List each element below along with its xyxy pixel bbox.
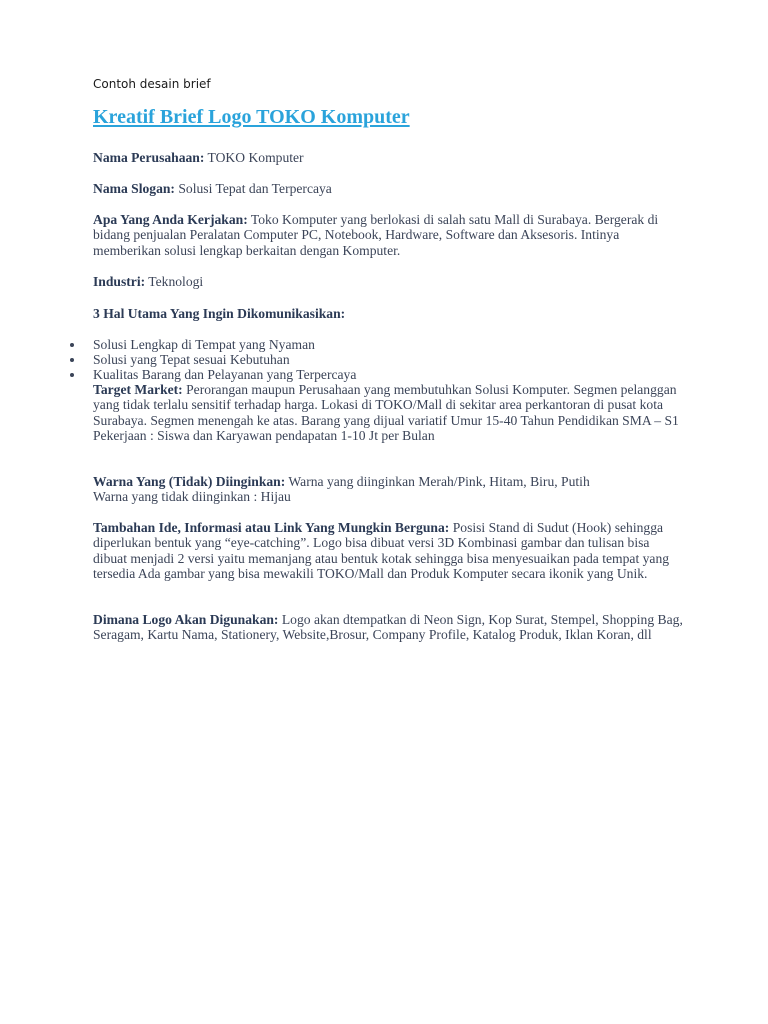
colors-wanted: Warna yang diinginkan Merah/Pink, Hitam, Biru, Putih xyxy=(285,474,590,489)
company-name-label: Nama Perusahaan: xyxy=(93,150,205,165)
document-title: Kreatif Brief Logo TOKO Komputer xyxy=(93,106,410,128)
bullet-icon xyxy=(70,343,74,347)
target-market-paragraph xyxy=(93,382,683,443)
colors-label: Warna Yang (Tidak) Diinginkan: xyxy=(93,474,286,489)
industry-line xyxy=(93,274,683,289)
list-item xyxy=(93,352,356,367)
colors-unwanted: Warna yang tidak diinginkan : Hijau xyxy=(93,489,291,505)
company-name-value: TOKO Komputer xyxy=(204,150,304,165)
colors-paragraph xyxy=(93,474,683,505)
activity-label: Apa Yang Anda Kerjakan: xyxy=(93,212,248,227)
target-market-label: Target Market: xyxy=(93,382,183,397)
logo-usage-value: Logo akan dtempatkan di Neon Sign, Kop Surat, Stempel, Shopping Bag, Seragam, Kartu Nama, Stationery, Website,Brosur, Company Profile, Katalog Produk, Iklan Koran, dll xyxy=(93,612,683,643)
list-item-text: Solusi Lengkap di Tempat yang Nyaman xyxy=(93,337,315,352)
industry-label: Industri: xyxy=(93,274,146,289)
logo-usage-paragraph xyxy=(93,612,683,643)
key-points-heading xyxy=(93,306,683,321)
industry-value: Teknologi xyxy=(145,274,204,289)
intro-caption: Contoh desain brief xyxy=(93,77,211,91)
key-points-label: 3 Hal Utama Yang Ingin Dikomunikasikan: xyxy=(93,306,346,321)
company-name-line xyxy=(93,150,683,165)
slogan-line xyxy=(93,181,683,196)
logo-usage-label: Dimana Logo Akan Digunakan: xyxy=(93,612,279,627)
bullet-icon xyxy=(70,373,74,377)
bullet-icon xyxy=(70,358,74,362)
extra-info-paragraph xyxy=(93,520,683,581)
target-market-value: Perorangan maupun Perusahaan yang membutuhkan Solusi Komputer. Segmen pelanggan yang tidak terlalu sensitif terhadap harga. Lokasi di TOKO/Mall di sekitar area perkantoran di pusat kota Surabaya. Segmen menengah ke atas. Barang yang dijual variatif Umur 15-40 Tahun Pendidikan SMA – S1 Pekerjaan : Siswa dan Karyawan pendapatan 1-10 Jt per Bulan xyxy=(93,382,679,443)
list-item xyxy=(93,337,356,352)
activity-paragraph xyxy=(93,212,683,258)
slogan-label: Nama Slogan: xyxy=(93,181,175,196)
list-item-text: Solusi yang Tepat sesuai Kebutuhan xyxy=(93,352,290,367)
list-item xyxy=(93,367,356,382)
list-item-text: Kualitas Barang dan Pelayanan yang Terpercaya xyxy=(93,367,357,382)
slogan-value: Solusi Tepat dan Terpercaya xyxy=(174,181,332,196)
key-points-list xyxy=(93,337,356,382)
extra-info-value: Posisi Stand di Sudut (Hook) sehingga diperlukan bentuk yang “eye-catching”. Logo bisa dibuat versi 3D Kombinasi gambar dan tulisan bisa dibuat menjadi 2 versi yaitu memanjang atau bentuk kotak sehingga bisa menyesuaikan pada tempat yang tersedia Ada gambar yang bisa mewakili TOKO/Mall dan Produk Komputer secara ikonik yang Unik. xyxy=(93,520,670,581)
extra-info-label: Tambahan Ide, Informasi atau Link Yang Mungkin Berguna: xyxy=(93,520,450,535)
activity-value: Toko Komputer yang berlokasi di salah satu Mall di Surabaya. Bergerak di bidang penjualan Peralatan Computer PC, Notebook, Hardware, Software dan Aksesoris. Intinya memberikan solusi lengkap berkaitan dengan Komputer. xyxy=(93,212,659,258)
